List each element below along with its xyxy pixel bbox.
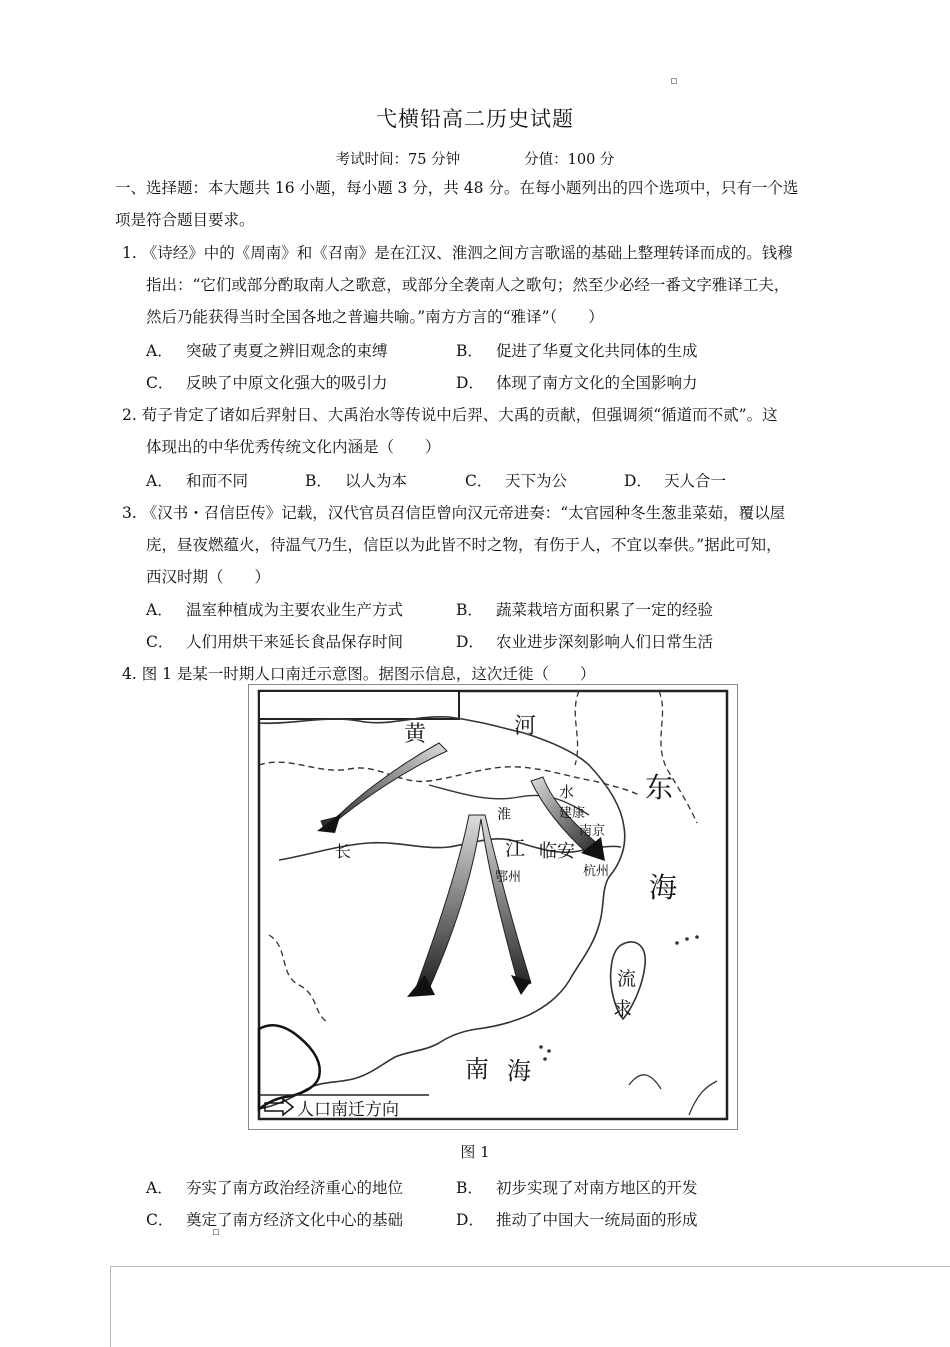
legend-label: 人口南迁方向 [297, 1100, 399, 1120]
q4-stem-line1: 4. 图 1 是某一时期人口南迁示意图。据图示信息，这次迁徙（ ） [122, 665, 596, 683]
q1-option-a[interactable]: A． 突破了夷夏之辨旧观念的束缚 [146, 342, 388, 360]
q3-option-c[interactable]: C． 人们用烘干来延长食品保存时间 [146, 633, 404, 651]
label-dong: 东 [645, 771, 674, 804]
q3-stem-line2: 庑，昼夜燃蕴火，待温气乃生，信臣以为此皆不时之物，有伤于人，不宜以奉供。”据此可知， [146, 536, 782, 554]
q4-option-c[interactable]: C． 奠定了南方经济文化中心的基础 [146, 1211, 404, 1229]
page-title: 弋横铅高二历史试题 [376, 107, 574, 131]
q1-stem-line1: 1. 《诗经》中的《周南》和《召南》是在江汉、淮泗之间方言歌谣的基础上整理转译而成的。钱穆 [122, 244, 793, 262]
label-hai-south: 海 [507, 1057, 531, 1085]
southwest-region [259, 1025, 320, 1109]
label-nan: 南 [465, 1055, 489, 1083]
label-jiankang: 建康 [559, 806, 586, 821]
section-heading-line2: 项是符合题目要求。 [115, 211, 255, 229]
label-liu: 流 [617, 968, 637, 990]
q4-option-d[interactable]: D． 推动了中国大一统局面的形成 [456, 1211, 698, 1229]
q2-option-a[interactable]: A． 和而不同 [146, 472, 249, 490]
next-page-frame [110, 1266, 950, 1347]
q2-stem-line1: 2. 荀子肯定了诸如后羿射日、大禹治水等传说中后羿、大禹的贡献，但强调须“循道而不贰”。这 [122, 406, 778, 424]
exam-meta [0, 148, 950, 169]
label-qiu: 求 [613, 998, 633, 1020]
q2-option-b[interactable]: B． 以人为本 [305, 472, 408, 490]
q1-option-d[interactable]: D． 体现了南方文化的全国影响力 [456, 374, 698, 392]
label-shui: 水 [559, 783, 575, 801]
label-nanjing: 南京 [579, 824, 606, 839]
q3-stem-line1: 3. 《汉书・召信臣传》记载，汉代官员召信臣曾向汉元帝进奏：“太官园种冬生葱韭菜茹，覆以屋 [122, 504, 786, 522]
label-linan: 临安 [539, 841, 575, 862]
q3-option-d[interactable]: D． 农业进步深刻影响人们日常生活 [456, 633, 714, 651]
map-legend [259, 1095, 429, 1120]
corner-mark [671, 78, 677, 84]
q1-option-c[interactable]: C． 反映了中原文化强大的吸引力 [146, 374, 388, 392]
q2-option-d[interactable]: D． 天人合一 [624, 472, 727, 490]
arrow-west [321, 743, 447, 831]
label-he: 河 [514, 714, 537, 739]
map-frame [259, 691, 727, 1119]
q1-option-b[interactable]: B． 促进了华夏文化共同体的生成 [456, 342, 698, 360]
q3-option-b[interactable]: B． 蔬菜栽培方面积累了一定的经验 [456, 601, 714, 619]
section-heading-line1: 一、选择题：本大题共 16 小题，每小题 3 分，共 48 分。在每小题列出的四个选项中，只有一个选 [115, 179, 799, 197]
exam-time: 考试时间：75 分钟 [335, 152, 461, 168]
q3-option-a[interactable]: A． 温室种植成为主要农业生产方式 [146, 601, 404, 619]
border-west [269, 935, 329, 1023]
q2-stem-line2: 体现出的中华优秀传统文化内涵是（ ） [146, 438, 441, 456]
label-huai: 淮 [497, 807, 511, 823]
map-title-box [259, 691, 459, 719]
sea-lines [629, 1075, 717, 1115]
q4-option-a[interactable]: A． 夯实了南方政治经济重心的地位 [146, 1179, 404, 1197]
migration-map [248, 684, 738, 1130]
small-mark [213, 1229, 219, 1235]
q1-stem-line3: 然后乃能获得当时全国各地之普遍共喻。”南方方言的“雅译”（ ） [146, 308, 604, 326]
q2-option-c[interactable]: C． 天下为公 [465, 472, 568, 490]
border-east [575, 691, 697, 823]
figure-caption: 图 1 [460, 1143, 490, 1161]
label-chang: 长 [335, 842, 352, 861]
q4-option-b[interactable]: B． 初步实现了对南方地区的开发 [456, 1179, 698, 1197]
label-huang: 黄 [404, 722, 427, 747]
label-hai-east: 海 [649, 871, 678, 904]
label-hangzhou: 杭州 [583, 864, 610, 879]
q1-stem-line2: 指出：“它们或部分酌取南人之歌意，或部分全袭南人之歌句；然至少必经一番文字雅译工夫， [146, 276, 790, 294]
label-ezhou: 鄂州 [495, 870, 522, 885]
exam-score: 分值：100 分 [524, 152, 615, 168]
label-jiang: 江 [505, 836, 525, 860]
q3-stem-line3: 西汉时期（ ） [146, 568, 271, 586]
